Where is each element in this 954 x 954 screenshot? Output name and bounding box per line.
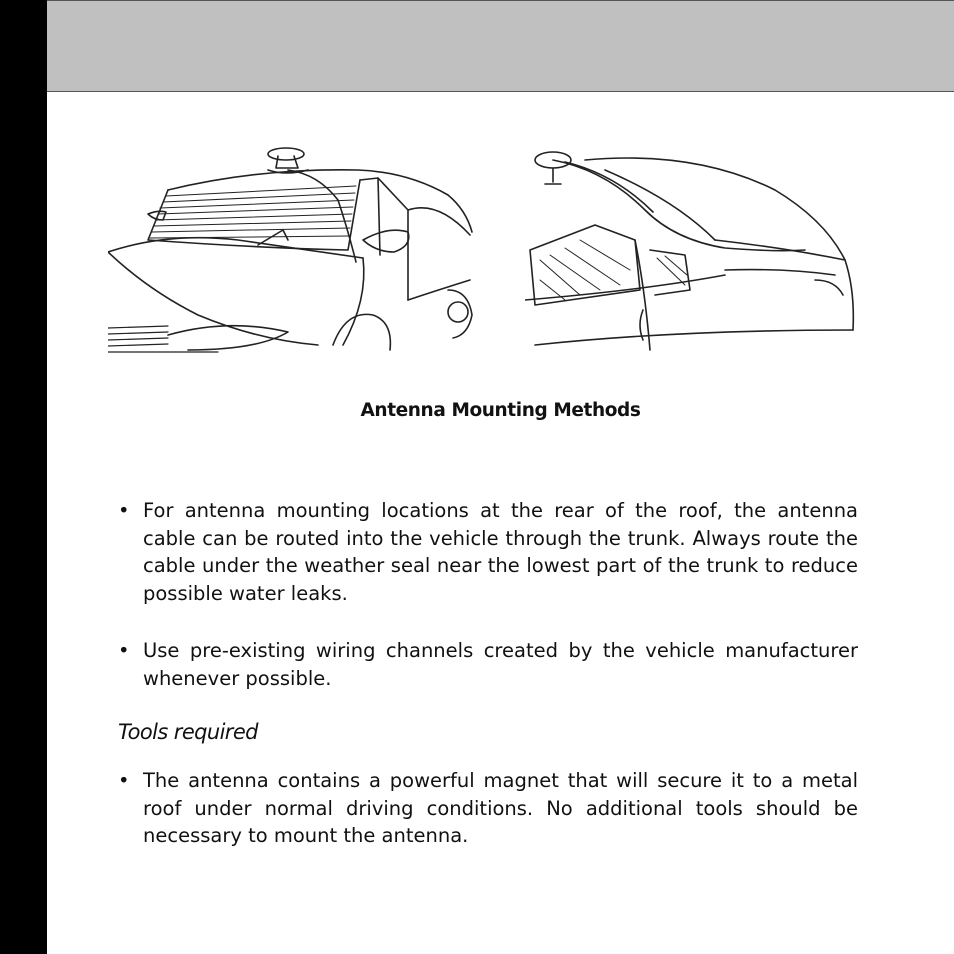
figure-caption: Antenna Mounting Methods — [360, 400, 641, 421]
bullet-text: The antenna contains a powerful magnet that will secure it to a metal roof under normal driving conditions. No additional tools should be necessary to mount the antenna. — [143, 769, 858, 847]
bullet-icon: • — [118, 769, 130, 792]
bullet-item-magnet — [118, 767, 858, 850]
left-black-bar — [0, 0, 47, 954]
bullet-item-trunk-routing — [118, 497, 858, 607]
bullet-text: For antenna mounting locations at the rear of the roof, the antenna cable can be routed into the vehicle through the trunk. Always route the cable under the weather seal near the lowest part of the trunk to reduce possible water leaks. — [143, 499, 858, 605]
bullet-icon: • — [118, 499, 130, 522]
front-roof-mount-illustration — [108, 140, 474, 355]
header-band — [47, 0, 954, 92]
bullet-icon: • — [118, 639, 130, 662]
rear-trunk-route-illustration — [525, 140, 855, 355]
section-heading-tools: Tools required — [118, 720, 258, 744]
bullet-text: Use pre-existing wiring channels created by the vehicle manufacturer whenever possible. — [143, 639, 858, 690]
bullet-item-wiring-channels — [118, 637, 858, 692]
